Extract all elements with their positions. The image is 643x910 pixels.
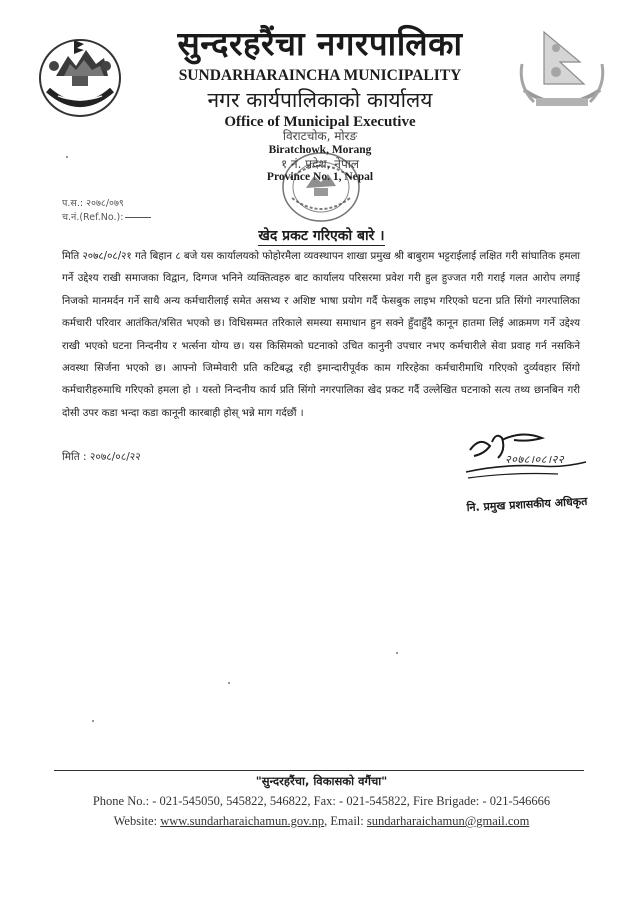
website-link[interactable]: www.sundarharaichamun.gov.np bbox=[160, 814, 325, 828]
province-nepali: १ नं. प्रदेश, नेपाल bbox=[280, 157, 360, 171]
municipality-name-english: SUNDARHARAINCHA MUNICIPALITY bbox=[178, 67, 462, 84]
scan-speck bbox=[66, 156, 68, 158]
scan-speck bbox=[396, 652, 398, 654]
email-link[interactable]: sundarharaichamun@gmail.com bbox=[366, 814, 530, 828]
nepal-emblem-icon bbox=[34, 30, 126, 122]
footer-phone-numbers: Phone No.: - 021-545050, 545822, 546822, Fax: - 021-545822, Fire Brigade: - 021-546666 bbox=[92, 794, 551, 808]
location-nepali: विराटचोक, मोरङ bbox=[282, 129, 358, 143]
letter-number: प.स.: २०७८/०७९ bbox=[62, 198, 124, 209]
office-name-english: Office of Municipal Executive bbox=[224, 114, 416, 130]
province-english: Province No. 1, Nepal bbox=[266, 171, 374, 183]
office-name-nepali: नगर कार्यपालिकाको कार्यालय bbox=[207, 88, 433, 112]
nepal-flag-emblem-icon bbox=[514, 24, 610, 122]
issue-date: मिति : २०७८/०८/२२ bbox=[62, 451, 141, 463]
official-seal-icon bbox=[278, 148, 364, 226]
signature-date: २०७८।०८।२२ bbox=[505, 453, 565, 466]
municipality-name-nepali: सुन्दरहरैंचा नगरपालिका bbox=[177, 24, 463, 63]
letter-body: मिति २०७८/०८/२१ गते बिहान ८ बजे यस कार्यालयको फोहोरमैला व्यवस्थापन शाखा प्रमुख श्री बाबुराम भट्टराईलाई लक्षित गरी सांघातिक हमला गर्ने उद्देश्य राखी समाजका विद्वान, दिग्गज भनिने व्यक्तित्वहरु बाट कार्यालय परिसरमा प्रवेश गरी हुल हुज्जत गरी गराई गलत आरोप लगाई निजको मानमर्दन गर्ने साथै अन्य कर्मचारीलाई समेत असभ्य र अशिष्ट भाषा प्रयोग गर्दै फेसबुक लाइभ गरिएको घटना प्रति सिंगो नगरपालिका कर्मचारी परिवार आतंकित/त्रसित भएको छ। विधिसम्मत तरिकाले समस्या समाधान हुन सक्ने हुँदाहुँदै कानून हातमा लिई आक्रमण गर्ने उद्देश्य राखी भएको घटना निन्दनीय र भर्त्सना योग्य छ। यस किसिमको घटनाको उचित कानुनी उपचार नभए कर्मचारीले सेवा प्रवाह गर्न नसकिने अवस्था सिर्जना भएको छ। आफ्नो जिम्मेवारी प्रति कटिबद्ध रही इमान्दारीपूर्वक काम गरिरहेका कर्मचारीमाथि गरिएको दुर्व्यवहार सिंगो कर्मचारीहरुमाथि गरिएको हमला हो । यस्तो निन्दनीय कार्य प्रति सिंगो नगरपालिका खेद प्रकट गर्दै उल्लेखित घटनाको सत्य तथ्य छानबिन गरी दोसी उपर कडा भन्दा कडा कानूनी कारबाही होस् भन्ने माग गर्दछौं । bbox=[62, 251, 580, 419]
subject-heading: खेद प्रकट गरिएको बारे । bbox=[258, 228, 385, 244]
location-english: Biratchowk, Morang bbox=[268, 144, 372, 156]
scan-speck bbox=[92, 720, 94, 722]
footer-divider bbox=[54, 770, 584, 771]
footer-slogan: "सुन्दरहरैंचा, विकासको वगैंचा" bbox=[255, 774, 388, 788]
signatory-title: नि. प्रमुख प्रशासकीय अधिकृत bbox=[466, 494, 588, 515]
reference-number: च.नं.(Ref.No.): bbox=[62, 210, 151, 223]
scan-speck bbox=[228, 682, 230, 684]
footer-contact: Website: www.sundarharaichamun.gov.np, Email: sundarharaichamun@gmail.com bbox=[113, 814, 530, 828]
